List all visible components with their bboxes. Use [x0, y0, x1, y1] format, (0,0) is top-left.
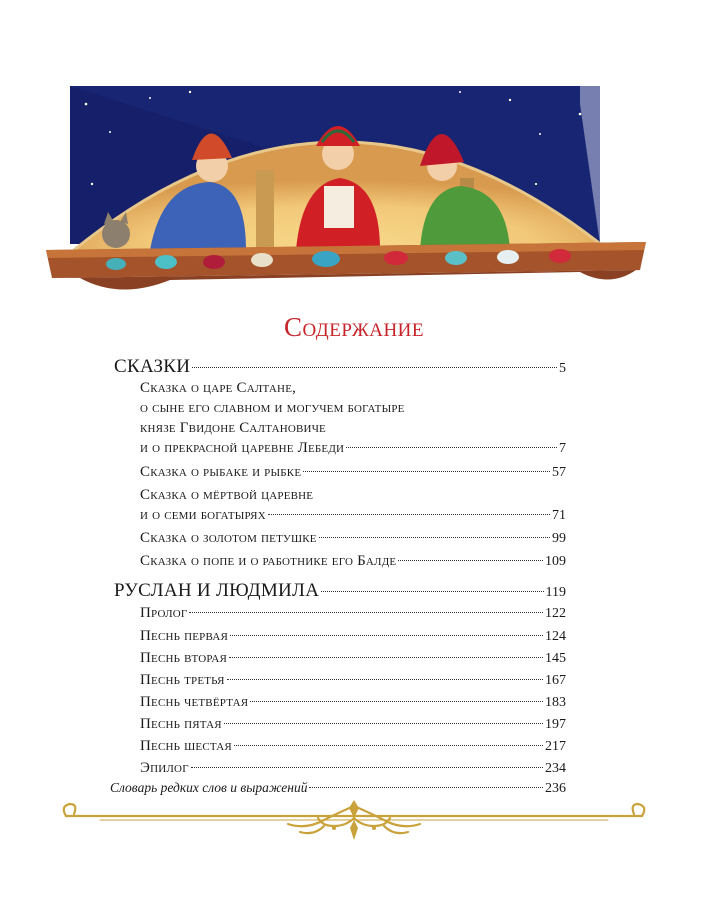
toc-entry-title: Песнь вторая — [140, 650, 228, 666]
dot-leader — [250, 701, 543, 702]
page-number: 71 — [552, 508, 566, 523]
toc-section-skazki[interactable] — [114, 356, 566, 378]
toc-entry-line: князе Гвидоне Салтановиче — [140, 420, 326, 436]
dot-leader — [346, 447, 557, 448]
page-number: 197 — [545, 717, 566, 732]
dot-leader — [303, 471, 550, 472]
toc-entry-epilog[interactable] — [140, 760, 566, 777]
toc-entry-title: Словарь редких слов и выражений — [110, 780, 308, 795]
dot-leader — [229, 657, 543, 658]
toc-entry-title: Песнь первая — [140, 628, 229, 644]
dot-leader — [321, 591, 543, 592]
toc-entry-pesn-2[interactable] — [140, 650, 566, 667]
toc-entry-balda[interactable] — [140, 553, 566, 570]
page-number: 183 — [545, 695, 566, 710]
toc-entry-pesn-5[interactable] — [140, 716, 566, 733]
toc-entry-line: Сказка о мёртвой царевне — [140, 487, 314, 503]
dot-leader — [230, 635, 543, 636]
toc-entry-line: о сыне его славном и могучем богатыре — [140, 400, 405, 416]
toc-entry-title: Сказка о золотом петушке — [140, 530, 317, 546]
toc-entry-petushok[interactable] — [140, 530, 566, 547]
page-number: 234 — [545, 761, 566, 776]
page-number: 5 — [559, 361, 566, 376]
toc-entry-title: Пролог — [140, 605, 188, 621]
page-number: 119 — [545, 585, 566, 600]
dot-leader — [309, 787, 543, 788]
section-title: СКАЗКИ — [114, 356, 191, 377]
gold-ornament-divider — [60, 796, 648, 844]
dot-leader — [268, 514, 550, 515]
dot-leader — [234, 745, 543, 746]
page-number: 109 — [545, 554, 566, 569]
toc-entry-pesn-1[interactable] — [140, 628, 566, 645]
page-number: 122 — [545, 606, 566, 621]
toc-entry-line: и о семи богатырях — [140, 507, 266, 523]
toc-entry-title: Песнь пятая — [140, 716, 222, 732]
illustration-spinning-women — [40, 74, 652, 310]
toc-entry-saltan[interactable] — [140, 440, 566, 457]
section-title: РУСЛАН И ЛЮДМИЛА — [114, 580, 320, 601]
toc-entry-pesn-3[interactable] — [140, 672, 566, 689]
toc-entry-title: Песнь четвёртая — [140, 694, 249, 710]
toc-entry-title: Песнь шестая — [140, 738, 232, 754]
toc-entry-title: Песнь третья — [140, 672, 225, 688]
dot-leader — [192, 367, 557, 368]
dot-leader — [398, 560, 543, 561]
page-number: 167 — [545, 673, 566, 688]
toc-title: Содержание — [283, 312, 425, 342]
page-number: 145 — [545, 651, 566, 666]
dot-leader — [319, 537, 550, 538]
toc-entry-tsarevna[interactable] — [140, 507, 566, 524]
page-number: 7 — [559, 441, 566, 456]
page-number: 57 — [552, 465, 566, 480]
toc-section-ruslan[interactable] — [114, 580, 566, 602]
toc-entry-prolog[interactable] — [140, 605, 566, 622]
page-number: 217 — [545, 739, 566, 754]
toc-entry-title: Эпилог — [140, 760, 189, 776]
toc-entry-rybak[interactable] — [140, 464, 566, 481]
dot-leader — [224, 723, 543, 724]
toc-entry-pesn-4[interactable] — [140, 694, 566, 711]
page-number: 99 — [552, 531, 566, 546]
toc-entry-line: и о прекрасной царевне Лебеди — [140, 440, 345, 456]
toc-entry-pesn-6[interactable] — [140, 738, 566, 755]
dot-leader — [227, 679, 543, 680]
dot-leader — [191, 767, 543, 768]
toc-entry-title: Сказка о рыбаке и рыбке — [140, 464, 302, 480]
toc-entry-title: Сказка о попе и о работнике его Балде — [140, 553, 397, 569]
toc-entry-glossary[interactable] — [110, 780, 566, 797]
toc-entry-line: Сказка о царе Салтане, — [140, 380, 297, 396]
page-number: 124 — [545, 629, 566, 644]
page-number: 236 — [545, 781, 566, 796]
dot-leader — [189, 612, 543, 613]
